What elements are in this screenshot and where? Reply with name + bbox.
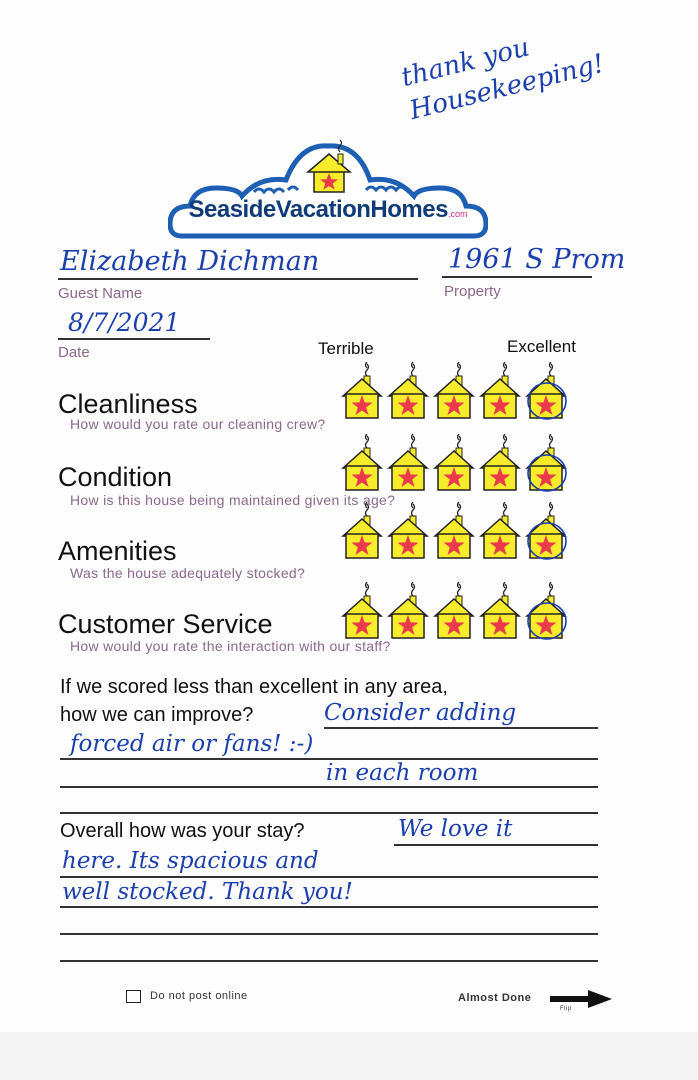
page-edge: [0, 1032, 698, 1080]
rating-houses: [340, 362, 580, 422]
answer-line: [60, 933, 598, 935]
handwritten-note: thank you Housekeeping!: [398, 32, 608, 127]
date-label: Date: [58, 344, 90, 361]
do-not-post-label: Do not post online: [150, 990, 248, 1002]
rating-houses: [340, 502, 580, 562]
rating-category: Customer Service: [58, 609, 273, 639]
house-star-icon[interactable]: [386, 434, 430, 492]
house-star-icon[interactable]: [524, 434, 568, 492]
answer-line: [394, 844, 598, 846]
house-star-icon[interactable]: [478, 582, 522, 640]
overall-answer-line2: here. Its spacious and: [62, 848, 319, 874]
answer-line: [60, 960, 598, 962]
improve-answer-line3: in each room: [326, 760, 479, 786]
improve-answer-line1: Consider adding: [324, 700, 517, 726]
house-star-icon[interactable]: [478, 502, 522, 560]
guest-name-value: Elizabeth Dichman: [60, 246, 320, 277]
date-line: [58, 338, 210, 340]
house-star-icon[interactable]: [386, 502, 430, 560]
house-star-icon[interactable]: [524, 362, 568, 420]
improve-question-line2: how we can improve?: [60, 704, 254, 726]
rating-category: Cleanliness: [58, 389, 198, 419]
house-star-icon[interactable]: [478, 434, 522, 492]
almost-done-label: Almost Done: [458, 992, 532, 1004]
improve-question-line1: If we scored less than excellent in any area,: [60, 676, 448, 698]
rating-question: How is this house being maintained given its age?: [70, 492, 396, 508]
rating-question: How would you rate our cleaning crew?: [70, 416, 326, 432]
answer-line: [60, 876, 598, 878]
rating-category: Condition: [58, 462, 173, 492]
answer-line: [60, 812, 598, 814]
logo-cloud-icon: [168, 140, 488, 240]
answer-line: [324, 727, 598, 729]
overall-answer-line3: well stocked. Thank you!: [62, 879, 353, 905]
scale-high-label: Excellent: [507, 337, 576, 356]
house-star-icon[interactable]: [386, 362, 430, 420]
house-star-icon[interactable]: [340, 362, 384, 420]
company-logo: [168, 140, 488, 240]
overall-answer-line1: We love it: [398, 816, 513, 842]
house-star-icon[interactable]: [340, 434, 384, 492]
house-star-icon[interactable]: [432, 502, 476, 560]
improve-answer-line2: forced air or fans! :-): [70, 731, 314, 757]
house-star-icon[interactable]: [432, 582, 476, 640]
rating-category: Amenities: [58, 536, 177, 566]
logo-wordmark: SeasideVacationHomes.com: [188, 196, 468, 223]
answer-line: [60, 786, 598, 788]
date-value: 8/7/2021: [68, 308, 181, 337]
property-label: Property: [444, 283, 501, 300]
property-line: [442, 276, 592, 278]
property-value: 1961 S Prom: [448, 244, 626, 275]
house-star-icon[interactable]: [386, 582, 430, 640]
do-not-post-checkbox[interactable]: [126, 990, 141, 1003]
flip-label: Flip: [560, 1006, 572, 1012]
house-star-icon[interactable]: [478, 362, 522, 420]
house-star-icon[interactable]: [340, 502, 384, 560]
guest-name-label: Guest Name: [58, 285, 143, 302]
house-star-icon[interactable]: [524, 582, 568, 640]
house-star-icon[interactable]: [524, 502, 568, 560]
overall-question: Overall how was your stay?: [60, 820, 305, 842]
rating-question: Was the house adequately stocked?: [70, 565, 306, 581]
guest-name-line: [58, 278, 418, 280]
house-star-icon[interactable]: [432, 362, 476, 420]
rating-houses: [340, 434, 580, 494]
rating-houses: [340, 582, 580, 642]
answer-line: [60, 906, 598, 908]
house-star-icon[interactable]: [432, 434, 476, 492]
scale-low-label: Terrible: [318, 339, 374, 358]
rating-question: How would you rate the interaction with our staff?: [70, 638, 391, 654]
house-star-icon[interactable]: [340, 582, 384, 640]
